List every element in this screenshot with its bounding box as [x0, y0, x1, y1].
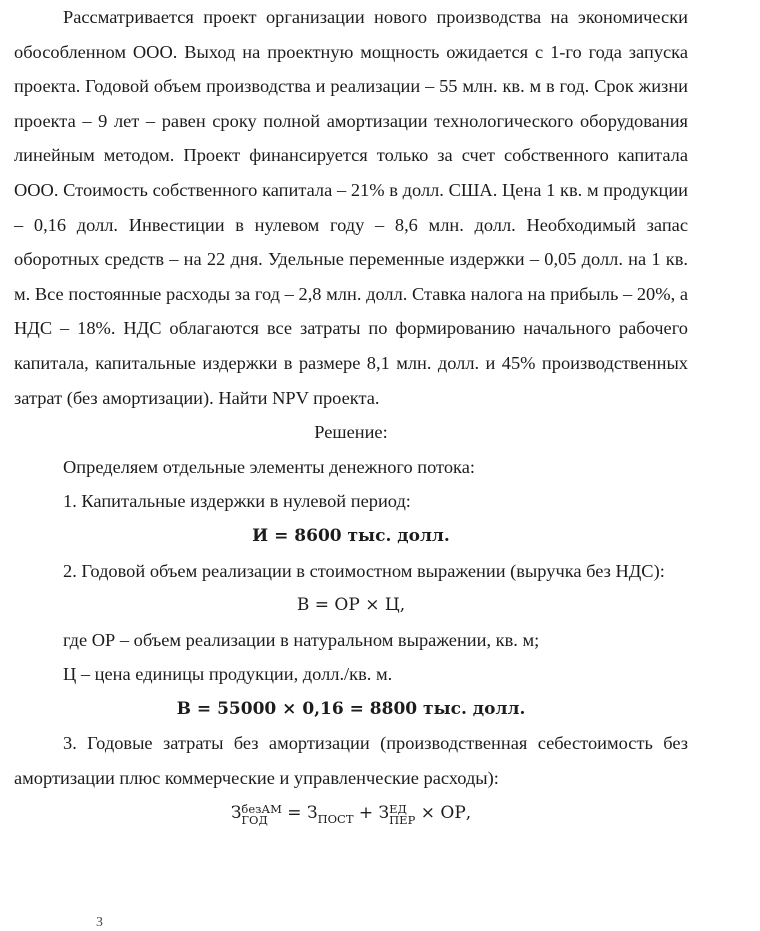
formula-eq-z: = З [281, 802, 318, 823]
problem-statement: Рассматривается проект организации нового производства на экономически обособленном ООО. Выход на проектную мощность ожидается с 1-го года запуска проекта. Годовой объем производства и реализации – 55 млн. кв. м в год. Срок жизни проекта – 9 лет – равен сроку полной амортизации технологического оборудования линейным методом. Проект финансируется только за счет собственного капитала ООО. Стоимость собственного капитала – 21% в долл. США. Цена 1 кв. м продукции – 0,16 долл. Инвестиции в нулевом году – 8,6 млн. долл. Необходимый запас оборотных средств – на 22 дня. Удельные переменные издержки – 0,05 долл. на 1 кв. м. Все постоянные расходы за год – 2,8 млн. долл. Ставка налога на прибыль – 20%, а НДС – 18%. НДС облагаются все затраты по формированию начального рабочего капитала, капитальные издержки в размере 8,1 млн. долл. и 45% производственных затрат (без амортизации). Найти NPV проекта. [14, 7, 688, 408]
solution-heading: Решение: [314, 422, 388, 443]
formula-plus-z: + З [353, 802, 390, 823]
solution-lead: Определяем отдельные элементы денежного потока: [63, 456, 475, 477]
formula-sub-post: ПОСТ [317, 811, 354, 826]
formula-revenue-calc: В = 55000 × 0,16 = 8800 тыс. долл. [176, 698, 526, 719]
formula-z-indices [241, 801, 282, 827]
step-3-text: 3. Годовые затраты без амортизации (производственная себестоимость без амортизации плюс коммерческие и управленческие расходы): [14, 733, 688, 789]
formula-annual-costs [14, 796, 688, 837]
cut-off-line-fragment: З [96, 915, 104, 930]
formula-tail: × ОР, [415, 802, 472, 823]
formula-z-symbol: З [230, 802, 242, 823]
formula-per-indices [389, 801, 416, 827]
formula-sub-god: ГОД [241, 812, 268, 827]
definition-or: где ОР – объем реализации в натуральном выражении, кв. м; [63, 629, 540, 650]
formula-sup-bezam: безАМ [241, 801, 282, 816]
definition-price: Ц – цена единицы продукции, долл./кв. м. [63, 664, 393, 685]
formula-sup-ed: ЕД [389, 801, 407, 816]
formula-revenue: В = ОР × Ц, [296, 595, 406, 616]
step-2-text: 2. Годовой объем реализации в стоимостном выражении (выручка без НДС): [63, 560, 665, 581]
document-page [14, 0, 688, 836]
formula-sub-per: ПЕР [389, 812, 416, 827]
formula-investment: И = 8600 тыс. долл. [252, 525, 450, 546]
step-1-text: 1. Капитальные издержки в нулевой период: [63, 491, 411, 512]
